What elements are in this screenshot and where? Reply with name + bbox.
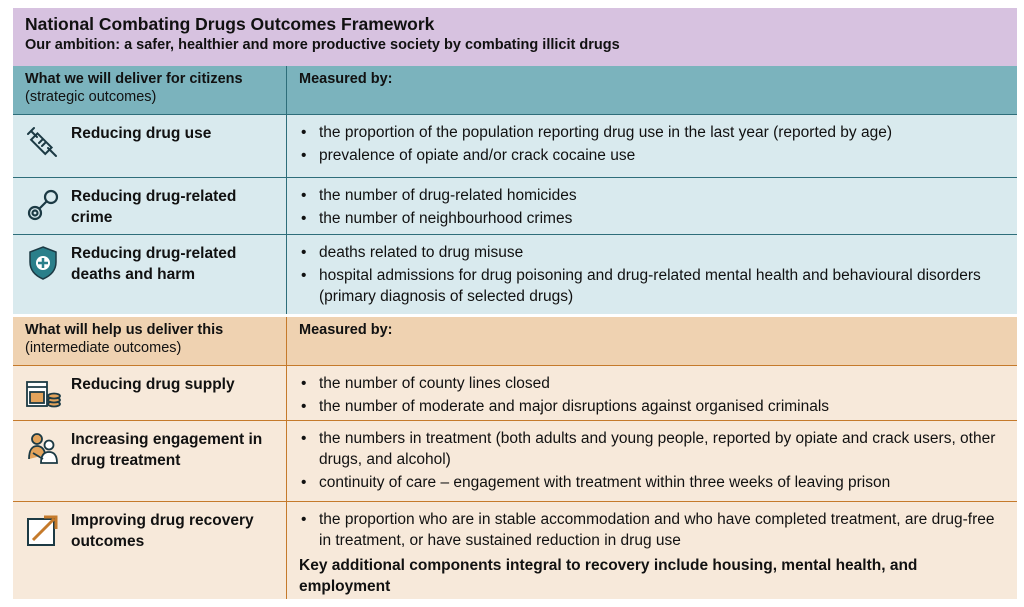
framework-table xyxy=(13,8,1017,599)
measure-item: • the proportion who are in stable accommodation and who have completed treatment, are drug-free in treatment, or have sustained reduction in drug use xyxy=(299,509,1005,551)
outcome-label: Reducing drug supply xyxy=(71,376,235,393)
strategic-header-title: What we will deliver for citizens xyxy=(25,71,243,87)
outcome-reducing-deaths xyxy=(13,234,286,314)
intermediate-header-right xyxy=(286,317,1017,365)
measures-cell xyxy=(286,177,1017,234)
outcome-engagement-treatment xyxy=(13,420,286,501)
strategic-header-subtitle: (strategic outcomes) xyxy=(25,89,157,105)
handcuffs-icon xyxy=(23,186,63,226)
measure-item: • hospital admissions for drug poisoning and drug-related mental health and behavioural disorders (primary diagnosis of selected drugs) xyxy=(299,265,1005,307)
measure-item: • continuity of care – engagement with treatment within three weeks of leaving prison xyxy=(299,472,1005,493)
shield-plus-icon xyxy=(23,243,63,283)
measured-by-label: Measured by: xyxy=(299,322,393,338)
outcome-reducing-supply xyxy=(13,365,286,420)
measure-item: • the number of county lines closed xyxy=(299,373,1005,394)
intermediate-outcomes-section xyxy=(13,317,1017,599)
outcome-label: Reducing drug-related deaths and harm xyxy=(71,245,237,283)
page-subtitle: Our ambition: a safer, healthier and more productive society by combating illicit drugs xyxy=(25,37,620,53)
intermediate-header-subtitle: (intermediate outcomes) xyxy=(25,340,182,356)
key-components-note: Key additional components integral to recovery include housing, mental health, and employment xyxy=(299,557,918,595)
measure-item: • the number of drug-related homicides xyxy=(299,185,1005,206)
outcome-reducing-drug-use xyxy=(13,114,286,177)
intermediate-header-title: What will help us deliver this xyxy=(25,322,224,338)
intermediate-header-left xyxy=(13,317,286,365)
people-support-icon xyxy=(23,429,63,469)
measure-item: • the number of moderate and major disruptions against organised criminals xyxy=(299,396,1005,417)
outcome-label: Improving drug recovery outcomes xyxy=(71,512,254,550)
strategic-outcomes-section xyxy=(13,66,1017,314)
strategic-header-left xyxy=(13,66,286,114)
outcome-recovery xyxy=(13,501,286,599)
outcome-label: Reducing drug-related crime xyxy=(71,188,237,226)
title-banner xyxy=(13,8,1017,66)
measured-by-label: Measured by: xyxy=(299,71,393,87)
measure-item: • the proportion of the population reporting drug use in the last year (reported by age) xyxy=(299,122,1005,143)
syringe-icon xyxy=(23,123,63,163)
measures-cell xyxy=(286,234,1017,314)
measure-item: • the numbers in treatment (both adults and young people, reported by opiate and crack users, other drugs, and alcohol) xyxy=(299,428,1005,470)
upward-arrow-icon xyxy=(23,510,63,550)
strategic-header-right xyxy=(286,66,1017,114)
measures-cell xyxy=(286,501,1017,599)
measures-cell xyxy=(286,114,1017,177)
outcome-reducing-crime xyxy=(13,177,286,234)
measure-item: • deaths related to drug misuse xyxy=(299,242,1005,263)
measure-item: • prevalence of opiate and/or crack cocaine use xyxy=(299,145,1005,166)
outcome-label: Reducing drug use xyxy=(71,125,212,142)
measures-cell xyxy=(286,365,1017,420)
measures-cell xyxy=(286,420,1017,501)
outcome-label: Increasing engagement in drug treatment xyxy=(71,431,263,469)
drug-bag-coins-icon xyxy=(23,374,63,414)
page-title: National Combating Drugs Outcomes Framework xyxy=(25,14,435,34)
measure-item: • the number of neighbourhood crimes xyxy=(299,208,1005,229)
